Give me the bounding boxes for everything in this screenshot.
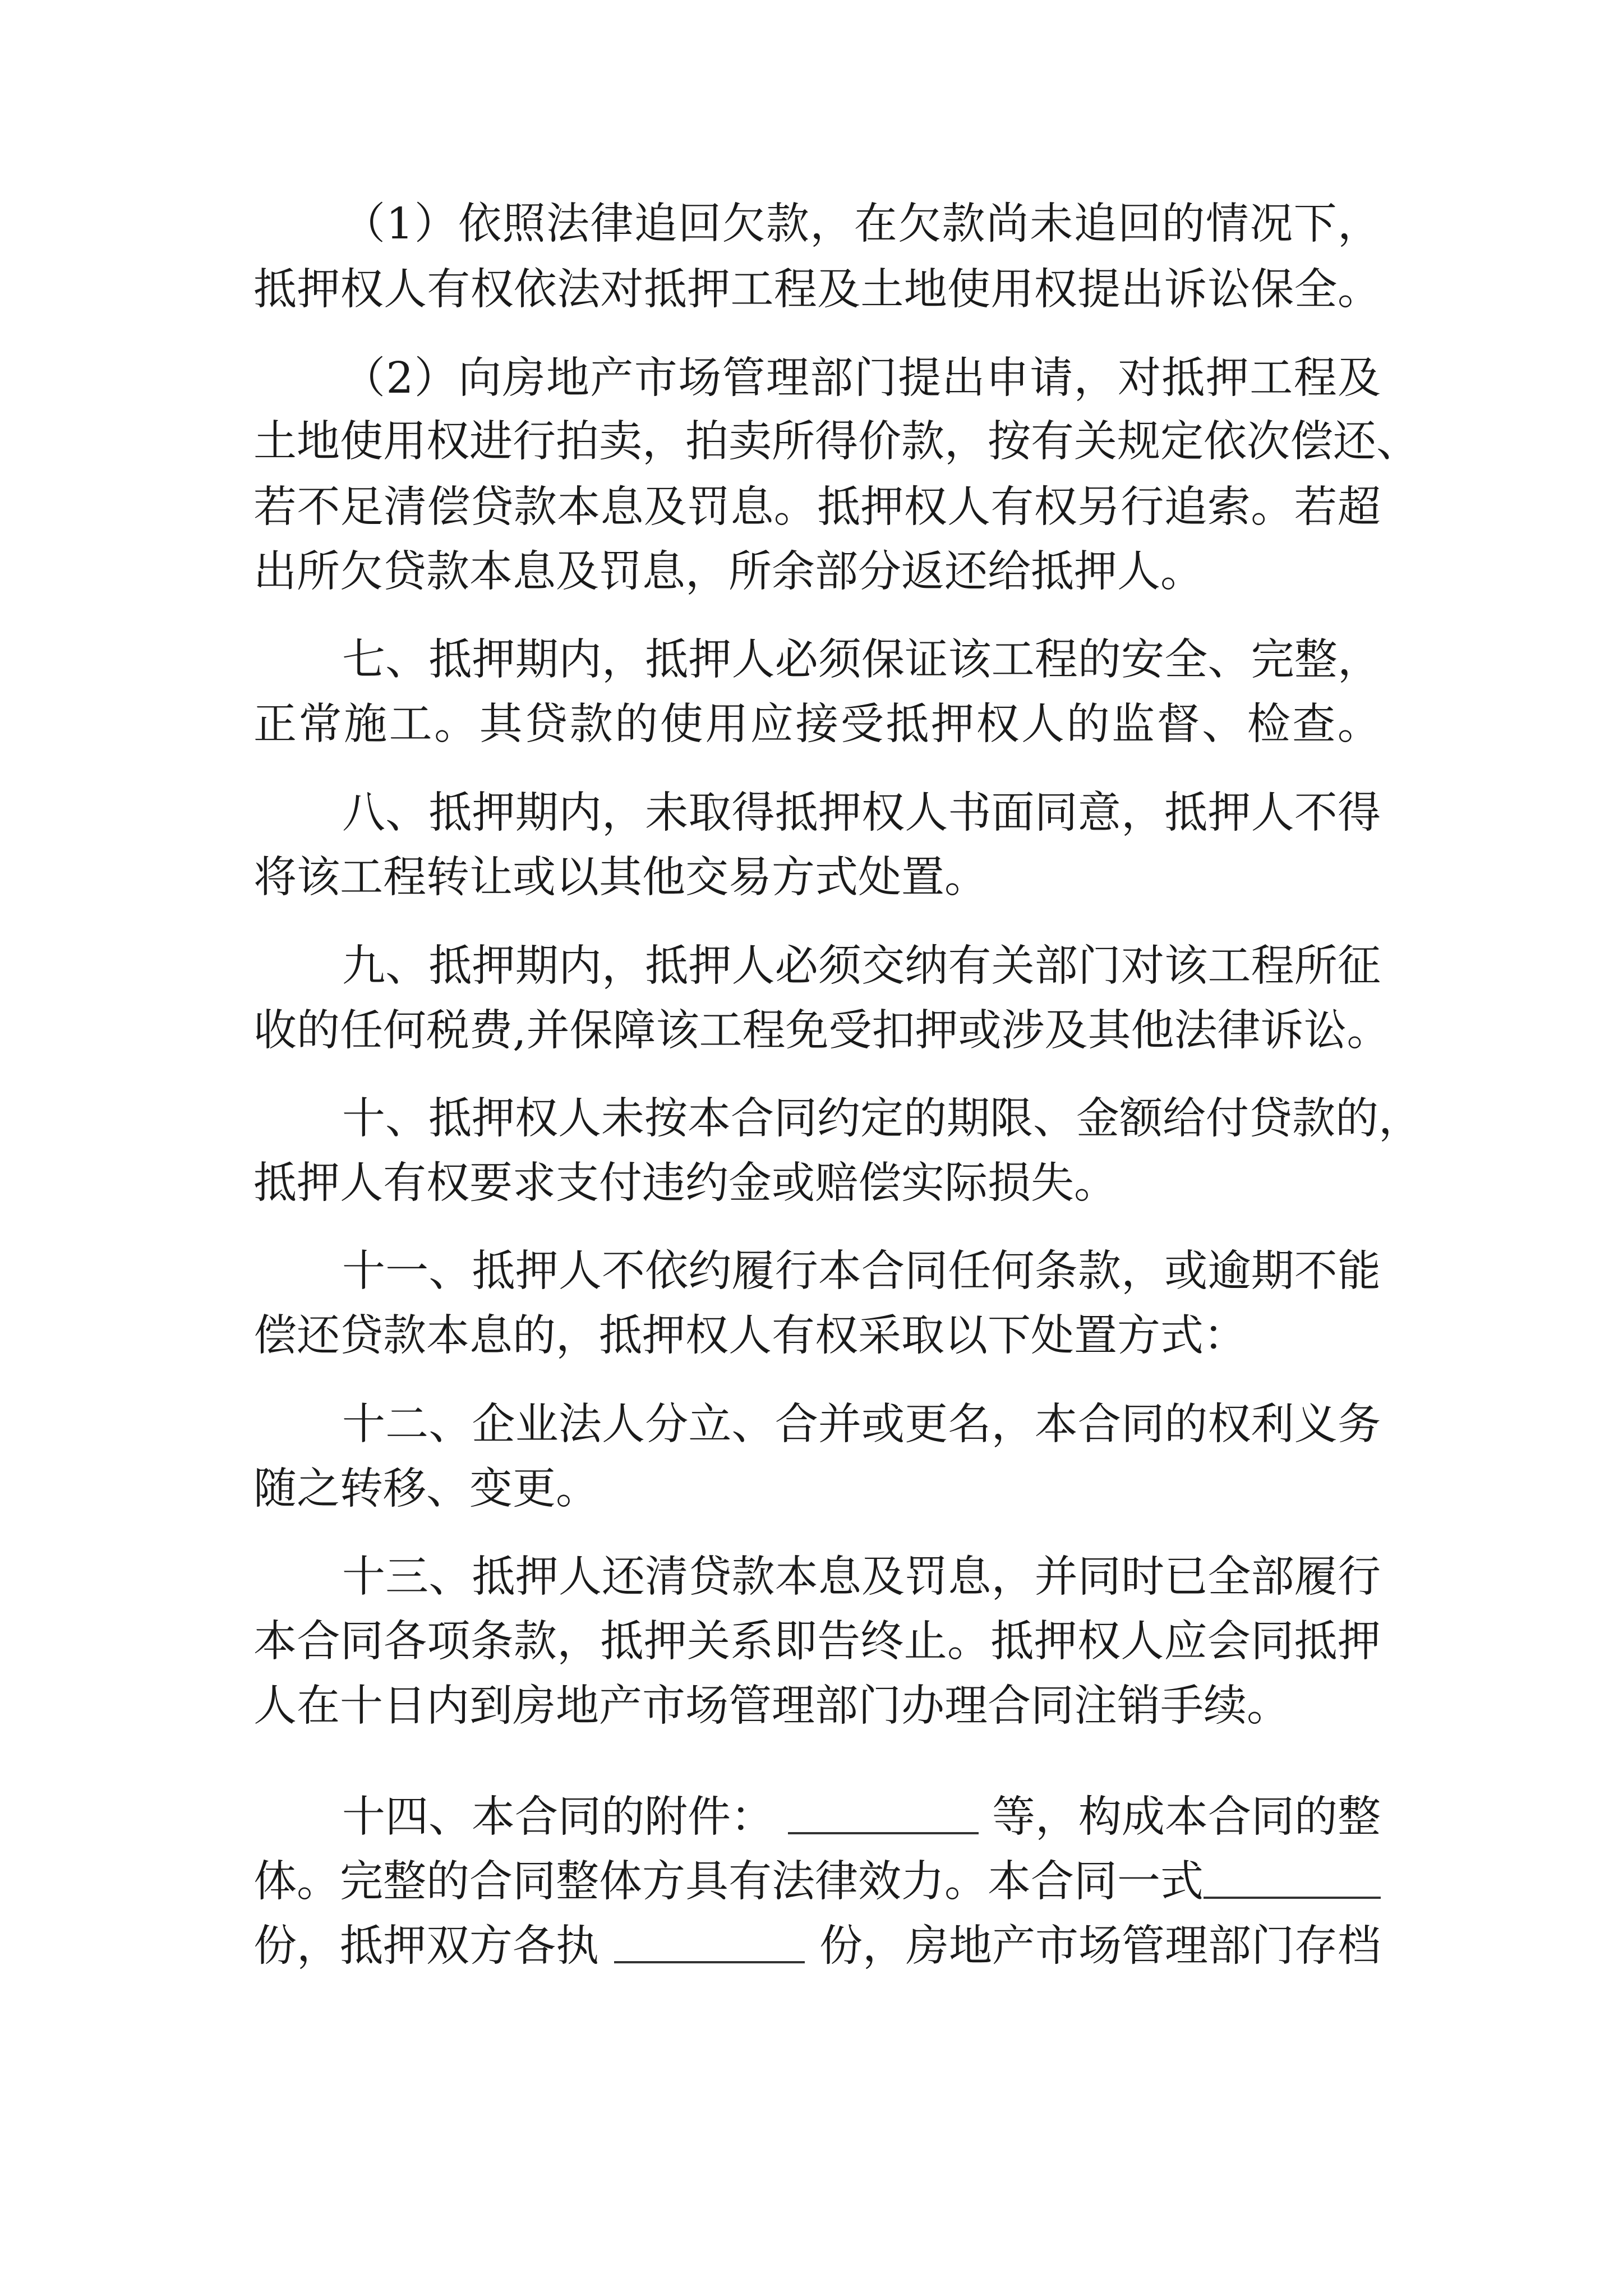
clause14-text: 份，抵押双方各执 [253, 1921, 599, 1971]
paragraph-line: 八 、 抵 押 期 内 ， 未 取 得 抵 押 权 人 书 面 同 意 ， 抵 押 人 不 得 [342, 788, 1381, 838]
clause14-line-2 [253, 1851, 1381, 1913]
paragraph-line: 收 的 任 何 税 费 , 并 保 障 该 工 程 免 受 扣 押 或 涉 及 其 他 法 律 诉 讼 。 [253, 1006, 1390, 1056]
paragraph-line: 抵 押 权 人 有 权 依 法 对 抵 押 工 程 及 土 地 使 用 权 提 出 诉 讼 保 全 。 [253, 265, 1381, 315]
clause14-line-3 [253, 1916, 1381, 1977]
clause14-text: 十四、本合同的附件： [342, 1792, 774, 1842]
paragraph-line: （ 2 ） 向 房 地 产 市 场 管 理 部 门 提 出 申 请 ， 对 抵 押 工 程 及 [342, 353, 1381, 403]
paragraph-line: 十 二 、 企 业 法 人 分 立 、 合 并 或 更 名 ， 本 合 同 的 权 利 义 务 [342, 1400, 1381, 1450]
paragraph-line: 抵押人有权要求支付违约金或赔偿实际损失。 [253, 1158, 1117, 1208]
paragraph-line: 十 三 、 抵 押 人 还 清 贷 款 本 息 及 罚 息 ， 并 同 时 已 全 部 履 行 [342, 1552, 1381, 1602]
fill-in-blank[interactable] [1204, 1894, 1381, 1899]
paragraph-line: 本 合 同 各 项 条 款 ， 抵 押 关 系 即 告 终 止 。 抵 押 权 人 应 会 同 抵 押 [253, 1617, 1381, 1667]
paragraph-line: （ 1 ） 依 照 法 律 追 回 欠 款 ， 在 欠 款 尚 未 追 回 的 情 况 下 ， [342, 199, 1381, 249]
paragraph-line: 土 地 使 用 权 进 行 拍 卖 ， 拍 卖 所 得 价 款 ， 按 有 关 规 定 依 次 偿 还 、 [253, 417, 1419, 467]
paragraph-line: 偿还贷款本息的，抵押权人有权采取以下处置方式： [253, 1311, 1247, 1361]
paragraph-line: 将该工程转让或以其他交易方式处置。 [253, 853, 988, 903]
clause14-text: 等，构成本合同的整 [992, 1792, 1381, 1842]
paragraph-line: 正 常 施 工 。 其 贷 款 的 使 用 应 接 受 抵 押 权 人 的 监 督 、 检 查 。 [253, 700, 1381, 749]
paragraph-line: 九 、 抵 押 期 内 ， 抵 押 人 必 须 交 纳 有 关 部 门 对 该 工 程 所 征 [342, 941, 1381, 991]
clause14-text: 体。完整的合同整体方具有法律效力。本合同一式 [253, 1857, 1204, 1907]
paragraph-line: 出所欠贷款本息及罚息，所余部分返还给抵押人。 [253, 547, 1204, 597]
clause14-line-1 [342, 1787, 1381, 1848]
paragraph-line: 随之转移、变更。 [253, 1464, 599, 1514]
paragraph-line: 十 、 抵 押 权 人 未 按 本 合 同 约 定 的 期 限 、 金 额 给 付 贷 款 的 ， [342, 1094, 1422, 1144]
paragraph-line: 七 、 抵 押 期 内 ， 抵 押 人 必 须 保 证 该 工 程 的 安 全 、 完 整 ， [342, 635, 1381, 685]
clause14-text: 份，房地产市场管理部门存档 [819, 1921, 1381, 1971]
fill-in-blank[interactable] [614, 1959, 805, 1963]
paragraph-line: 十 一 、 抵 押 人 不 依 约 履 行 本 合 同 任 何 条 款 ， 或 逾 期 不 能 [342, 1246, 1381, 1296]
paragraph-line: 人在十日内到房地产市场管理部门办理合同注销手续。 [253, 1681, 1290, 1731]
fill-in-blank[interactable] [788, 1830, 979, 1834]
paragraph-line: 若 不 足 清 偿 贷 款 本 息 及 罚 息 。 抵 押 权 人 有 权 另 行 追 索 。 若 超 [253, 482, 1381, 532]
